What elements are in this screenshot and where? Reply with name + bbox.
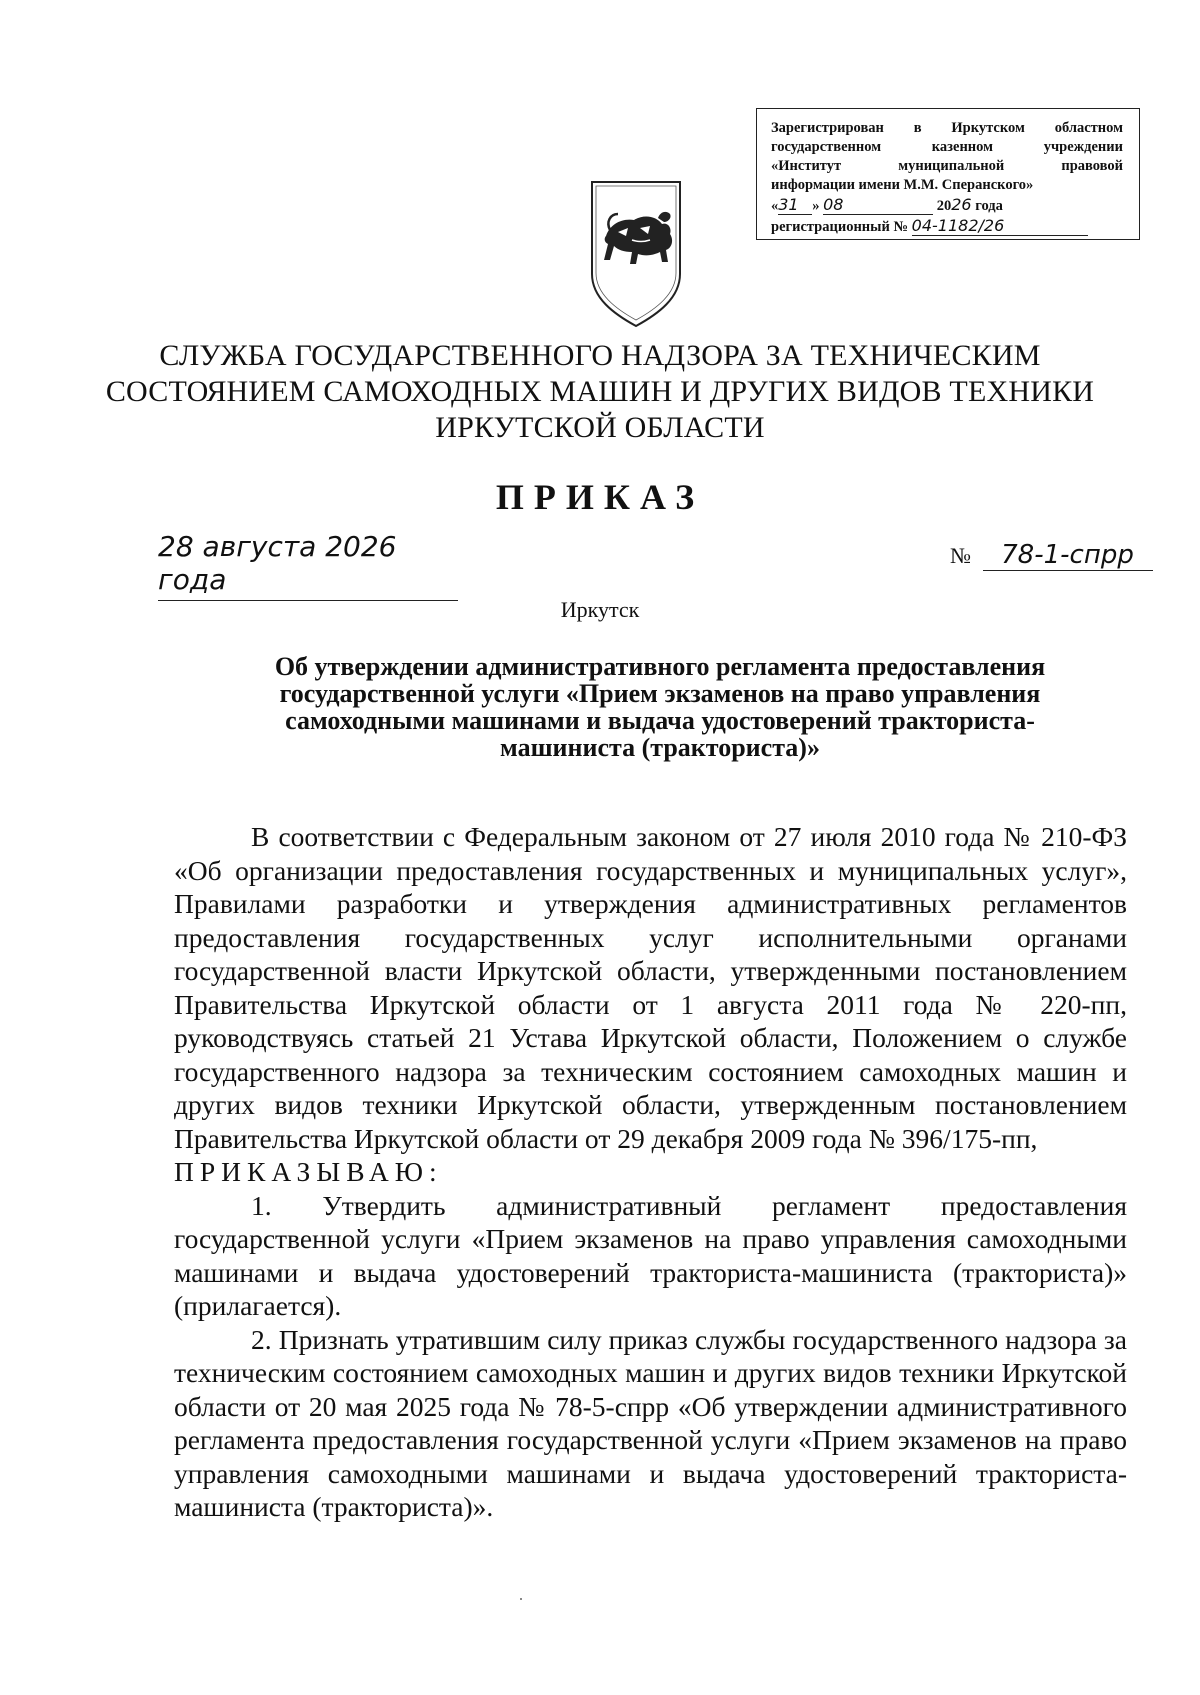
organization-line-3: ИРКУТСКОЙ ОБЛАСТИ [435,411,765,444]
city-name: Иркутск [560,597,640,622]
subject-line-3: самоходными машинами и выдача удостоверений тракториста- [285,706,1035,735]
order-item-1: 1. Утвердить административный регламент предоставления государственной услуги «Прием экзаменов на право управления самоходными машинами и выдача удостоверений тракториста-машиниста (тракториста)» (прилагается). [174,1189,1127,1321]
preamble-paragraph: В соответствии с Федеральным законом от 27 июля 2010 года № 210-ФЗ «Об организации предоставления государственных и муниципальных услуг», Правилами разработки и утверждения административных регламентов предоставления государственных услуг исполнительными органами государственной власти Иркутской области, утвержденными постановлением Правительства Иркутской области от 1 августа 2011 года № 220-пп, руководствуясь статьей 21 Устава Иркутской области, Положением о службе государственного надзора за техническим состоянием самоходных машин и других видов техники Иркутской области, утвержденным постановлением Правительства Иркутской области от 29 декабря 2009 года № 396/175-пп, [174,821,1127,1154]
order-number [950,540,1170,571]
subject-line-1: Об утверждении административного регламента предоставления [274,652,1046,681]
order-number-handwritten: 78-1-спрр [983,540,1153,571]
stamp-line-1: Зарегистрирован в Иркутском областном [771,120,1123,136]
stamp-line-4: информации имени М.М. Сперанского» [771,177,1034,193]
stamp-month: 08 [823,195,933,215]
subject-line-4: машиниста (тракториста)» [500,733,820,762]
stamp-line-3: «Институт муниципальной правовой [771,158,1123,174]
orders-heading: ПРИКАЗЫВАЮ: [174,1156,443,1187]
organization-name [100,338,1100,446]
order-body [174,820,1127,1524]
stamp-reg-number: 04-1182/26 [912,216,1088,236]
stamp-reg-label: регистрационный № [771,219,909,235]
organization-line-2: СОСТОЯНИЕМ САМОХОДНЫХ МАШИН И ДРУГИХ ВИДОВ ТЕХНИКИ [105,375,1095,408]
coat-of-arms-icon [588,178,684,330]
order-subject [220,653,1100,761]
stamp-quote-close: » [812,198,820,214]
stamp-text [771,119,1123,237]
registration-stamp [756,108,1140,240]
stamp-year-word: года [975,198,1003,214]
stamp-quote-open: « [771,198,779,214]
document-type-title: ПРИКАЗ [495,477,705,517]
scan-speck [520,1598,522,1600]
order-item-2: 2. Признать утратившим силу приказ службы государственного надзора за техническим состоянием самоходных машин и других видов техники Иркутской области от 20 мая 2025 года № 78-5-спрр «Об утверждении административного регламента предоставления государственной услуги «Прием экзаменов на право управления самоходными машинами и выдача удостоверений тракториста-машиниста (тракториста)». [174,1323,1127,1522]
order-date-handwritten: 28 августа 2026 года [158,530,458,601]
stamp-year-prefix: 20 [936,198,952,214]
number-label: № [950,543,971,568]
stamp-reg-line [771,216,1123,237]
organization-line-1: СЛУЖБА ГОСУДАРСТВЕННОГО НАДЗОРА ЗА ТЕХНИЧЕСКИМ [159,339,1041,372]
stamp-line-2: государственном казенном учреждении [771,139,1123,155]
stamp-year-suffix: 26 [951,195,972,214]
stamp-date-line [771,195,1123,216]
subject-line-2: государственной услуги «Прием экзаменов на право управления [279,679,1041,708]
stamp-day: 31 [778,195,812,215]
